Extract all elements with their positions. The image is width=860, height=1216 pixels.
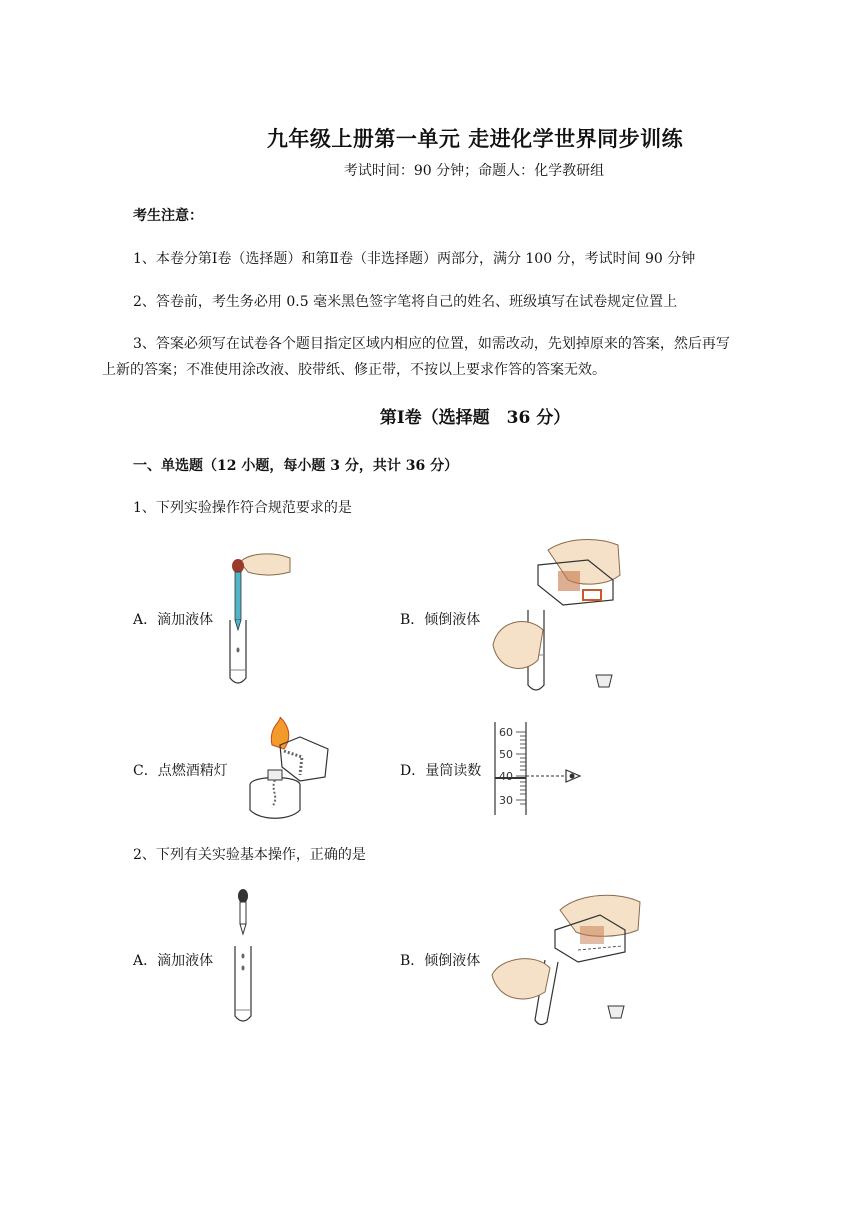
notice-item-1: 1、本卷分第Ⅰ卷（选择题）和第Ⅱ卷（非选择题）两部分，满分 100 分，考试时间 90 分钟 [133,251,696,267]
notice-item-3: 3、答案必须写在试卷各个题目指定区域内相应的位置，如需改动，先划掉原来的答案，然后再写 [133,336,730,352]
page-subtitle: 考试时间：90 分钟；命题人：化学教研组 [343,163,605,179]
section-title: 第Ⅰ卷（选择题 36 分） [379,408,571,428]
q2-option-b-label: B．倾倒液体 [400,953,481,969]
q1-option-d-label: D．量筒读数 [400,763,482,779]
q1-option-c-label: C．点燃酒精灯 [133,763,228,779]
question-1-stem: 1、下列实验操作符合规范要求的是 [133,500,352,516]
notice-item-2: 2、答卷前，考生务必用 0.5 毫米黑色签字笔将自己的姓名、班级填写在试卷规定位置上 [133,294,678,310]
q1-option-b-label: B．倾倒液体 [400,612,481,628]
q1-option-a-dropper-figure [220,550,295,690]
question-2-stem: 2、下列有关实验基本操作，正确的是 [133,847,366,863]
q2-option-a-dropper-figure [230,888,260,1028]
question-type-heading: 一、单选题（12 小题，每小题 3 分，共计 36 分） [133,458,459,474]
cylinder-tick-50: 50 [499,748,513,761]
q2-option-a-label: A．滴加液体 [133,953,214,969]
q1-option-a-label: A．滴加液体 [133,612,214,628]
q2-option-b-pouring-figure [490,890,645,1030]
cylinder-tick-60: 60 [499,726,513,739]
notice-heading: 考生注意： [133,208,203,224]
q1-option-b-pouring-figure [488,535,638,695]
q1-option-d-cylinder-figure [490,720,590,818]
page-title: 九年级上册第一单元 走进化学世界同步训练 [266,126,684,151]
cylinder-tick-40: 40 [499,770,513,783]
notice-item-3-continued: 上新的答案；不准使用涂改液、胶带纸、修正带，不按以上要求作答的答案无效。 [102,362,606,378]
q1-option-c-lamp-figure [240,715,335,825]
cylinder-tick-30: 30 [499,794,513,807]
